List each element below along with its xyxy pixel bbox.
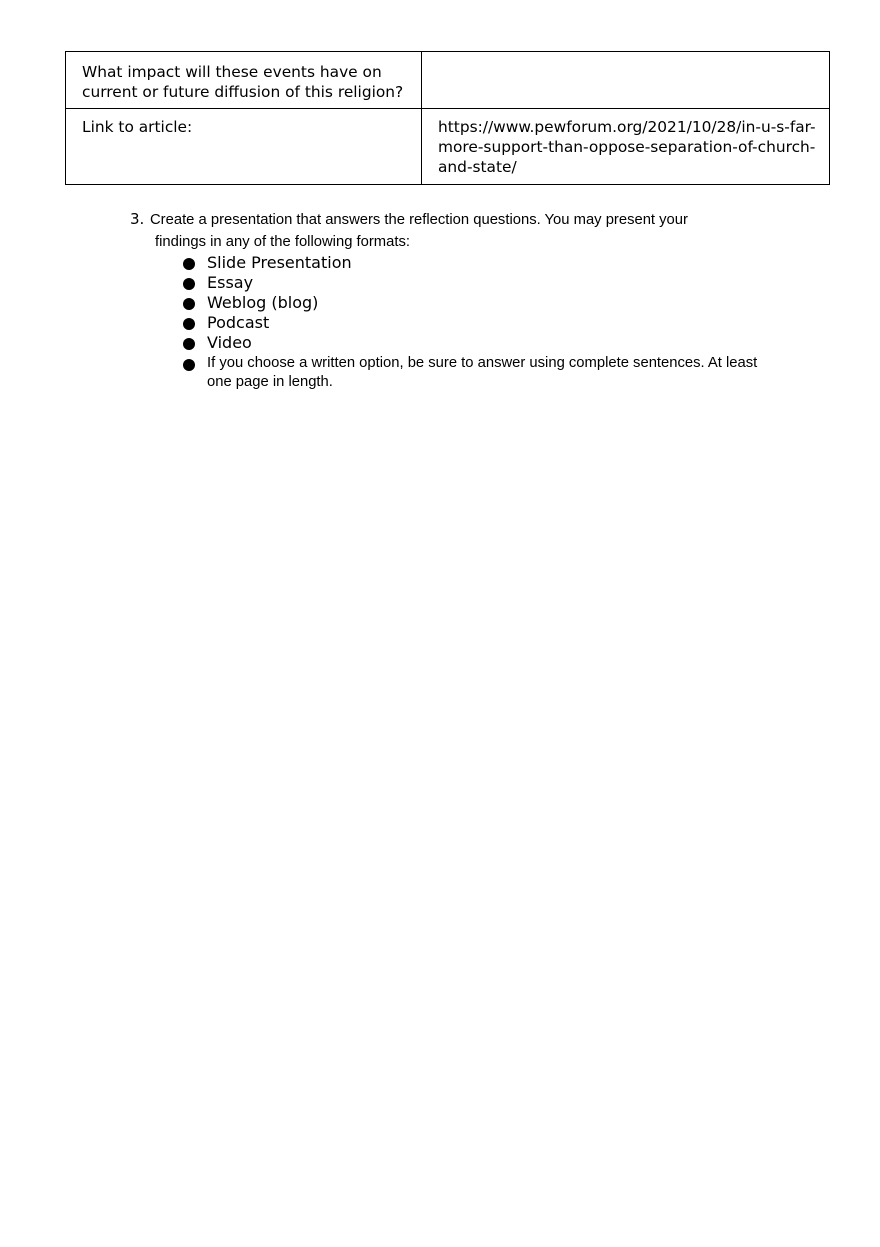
step-3-text-line-2: findings in any of the following formats: — [155, 234, 410, 250]
list-item — [180, 293, 780, 313]
format-option-label: Video — [207, 333, 252, 352]
step-3-line-1 — [130, 208, 750, 231]
bullet-icon — [183, 278, 195, 290]
step-3-instructions — [130, 208, 750, 254]
reflection-table — [65, 51, 830, 185]
article-link[interactable]: https://www.pewforum.org/2021/10/28/in-u-s-far-more-support-than-oppose-separation-of-church-and-state/ — [422, 109, 830, 185]
bullet-icon — [183, 318, 195, 330]
table-row — [66, 109, 830, 185]
list-item — [180, 253, 780, 273]
format-option-label: Weblog (blog) — [207, 293, 319, 312]
list-item — [180, 333, 780, 353]
list-item — [180, 313, 780, 333]
format-option-label: Slide Presentation — [207, 253, 352, 272]
table-row — [66, 52, 830, 109]
list-item — [180, 353, 780, 392]
step-number: 3. — [130, 210, 145, 228]
format-option-label: Essay — [207, 273, 254, 292]
bullet-icon — [183, 258, 195, 270]
bullet-icon — [183, 338, 195, 350]
link-label-cell: Link to article: — [66, 109, 422, 185]
list-item — [180, 273, 780, 293]
bullet-icon — [183, 298, 195, 310]
written-option-note: If you choose a written option, be sure to answer using complete sentences. At least one page in length. — [207, 355, 758, 390]
format-option-label: Podcast — [207, 313, 270, 332]
step-3-text-line-1: Create a presentation that answers the reflection questions. You may present your — [150, 212, 688, 228]
answer-cell — [422, 52, 830, 109]
question-cell: What impact will these events have on current or future diffusion of this religion? — [66, 52, 422, 109]
format-list — [180, 253, 780, 392]
bullet-icon — [183, 359, 195, 371]
